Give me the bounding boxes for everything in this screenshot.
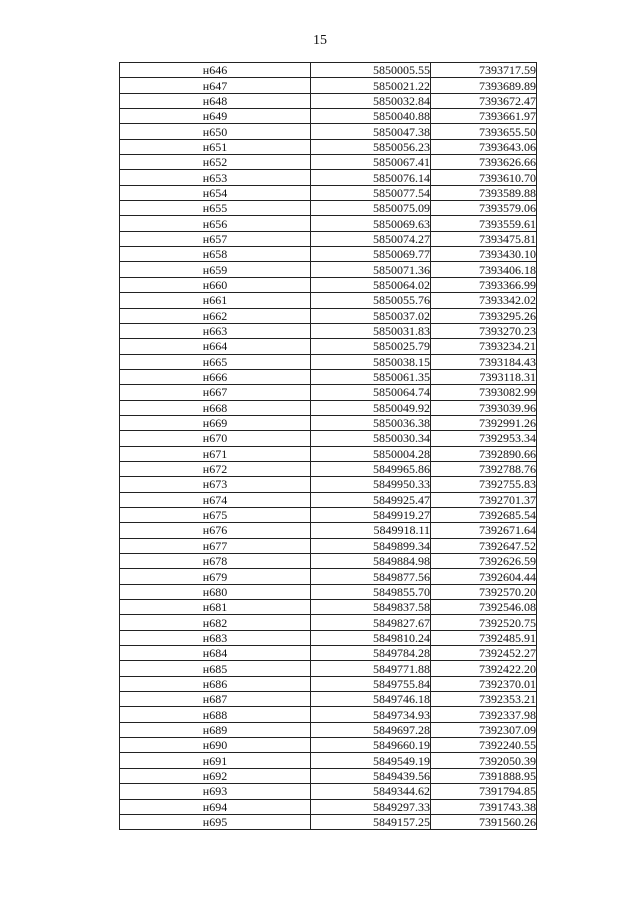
point-id-cell: н677	[120, 538, 311, 553]
y-coordinate-cell: 7392788.76	[431, 461, 537, 476]
point-id-cell: н670	[120, 431, 311, 446]
point-id-cell: н649	[120, 109, 311, 124]
y-coordinate-cell: 7393610.70	[431, 170, 537, 185]
table-row	[120, 538, 537, 553]
y-coordinate-cell: 7391743.38	[431, 799, 537, 814]
x-coordinate-cell: 5849755.84	[311, 676, 431, 691]
point-id-cell: н653	[120, 170, 311, 185]
table-row	[120, 722, 537, 737]
point-id-cell: н671	[120, 446, 311, 461]
x-coordinate-cell: 5850049.92	[311, 400, 431, 415]
x-coordinate-cell: 5849439.56	[311, 768, 431, 783]
table-row	[120, 507, 537, 522]
x-coordinate-cell: 5850069.77	[311, 247, 431, 262]
point-id-cell: н667	[120, 385, 311, 400]
x-coordinate-cell: 5849950.33	[311, 477, 431, 492]
y-coordinate-cell: 7392755.83	[431, 477, 537, 492]
y-coordinate-cell: 7393643.06	[431, 139, 537, 154]
point-id-cell: н662	[120, 308, 311, 323]
table-row	[120, 201, 537, 216]
x-coordinate-cell: 5849855.70	[311, 584, 431, 599]
point-id-cell: н659	[120, 262, 311, 277]
x-coordinate-cell: 5850075.09	[311, 201, 431, 216]
y-coordinate-cell: 7392452.27	[431, 646, 537, 661]
point-id-cell: н664	[120, 339, 311, 354]
x-coordinate-cell: 5849734.93	[311, 707, 431, 722]
point-id-cell: н690	[120, 738, 311, 753]
y-coordinate-cell: 7391888.95	[431, 768, 537, 783]
table-row	[120, 630, 537, 645]
table-row	[120, 600, 537, 615]
table-row	[120, 139, 537, 154]
x-coordinate-cell: 5850004.28	[311, 446, 431, 461]
point-id-cell: н681	[120, 600, 311, 615]
y-coordinate-cell: 7393717.59	[431, 63, 537, 78]
x-coordinate-cell: 5849549.19	[311, 753, 431, 768]
table-row	[120, 277, 537, 292]
table-row	[120, 109, 537, 124]
table-row	[120, 431, 537, 446]
y-coordinate-cell: 7393475.81	[431, 231, 537, 246]
point-id-cell: н666	[120, 369, 311, 384]
table-row	[120, 308, 537, 323]
point-id-cell: н693	[120, 784, 311, 799]
x-coordinate-cell: 5850076.14	[311, 170, 431, 185]
table-row	[120, 615, 537, 630]
x-coordinate-cell: 5849344.62	[311, 784, 431, 799]
x-coordinate-cell: 5850038.15	[311, 354, 431, 369]
x-coordinate-cell: 5849157.25	[311, 814, 431, 829]
x-coordinate-cell: 5850064.74	[311, 385, 431, 400]
y-coordinate-cell: 7393689.89	[431, 78, 537, 93]
x-coordinate-cell: 5850074.27	[311, 231, 431, 246]
point-id-cell: н660	[120, 277, 311, 292]
y-coordinate-cell: 7393118.31	[431, 369, 537, 384]
x-coordinate-cell: 5849810.24	[311, 630, 431, 645]
y-coordinate-cell: 7393559.61	[431, 216, 537, 231]
y-coordinate-cell: 7392422.20	[431, 661, 537, 676]
point-id-cell: н683	[120, 630, 311, 645]
point-id-cell: н656	[120, 216, 311, 231]
table-row	[120, 477, 537, 492]
table-row	[120, 814, 537, 829]
y-coordinate-cell: 7392626.59	[431, 554, 537, 569]
x-coordinate-cell: 5850032.84	[311, 93, 431, 108]
point-id-cell: н663	[120, 323, 311, 338]
y-coordinate-cell: 7392353.21	[431, 692, 537, 707]
table-row	[120, 247, 537, 262]
x-coordinate-cell: 5849837.58	[311, 600, 431, 615]
table-row	[120, 738, 537, 753]
x-coordinate-cell: 5849771.88	[311, 661, 431, 676]
y-coordinate-cell: 7393626.66	[431, 155, 537, 170]
point-id-cell: н650	[120, 124, 311, 139]
point-id-cell: н651	[120, 139, 311, 154]
y-coordinate-cell: 7393579.06	[431, 201, 537, 216]
table-row	[120, 446, 537, 461]
x-coordinate-cell: 5849297.33	[311, 799, 431, 814]
x-coordinate-cell: 5850036.38	[311, 415, 431, 430]
y-coordinate-cell: 7392570.20	[431, 584, 537, 599]
page-number: 15	[313, 33, 327, 48]
table-row	[120, 170, 537, 185]
x-coordinate-cell: 5849918.11	[311, 523, 431, 538]
point-id-cell: н678	[120, 554, 311, 569]
y-coordinate-cell: 7392546.08	[431, 600, 537, 615]
table-row	[120, 492, 537, 507]
table-row	[120, 799, 537, 814]
table-row	[120, 385, 537, 400]
y-coordinate-cell: 7392701.37	[431, 492, 537, 507]
y-coordinate-cell: 7393655.50	[431, 124, 537, 139]
x-coordinate-cell: 5850077.54	[311, 185, 431, 200]
y-coordinate-cell: 7393342.02	[431, 293, 537, 308]
y-coordinate-cell: 7392685.54	[431, 507, 537, 522]
y-coordinate-cell: 7393184.43	[431, 354, 537, 369]
y-coordinate-cell: 7393295.26	[431, 308, 537, 323]
table-row	[120, 768, 537, 783]
point-id-cell: н669	[120, 415, 311, 430]
table-row	[120, 124, 537, 139]
y-coordinate-cell: 7392520.75	[431, 615, 537, 630]
point-id-cell: н668	[120, 400, 311, 415]
y-coordinate-cell: 7392240.55	[431, 738, 537, 753]
point-id-cell: н665	[120, 354, 311, 369]
table-row	[120, 554, 537, 569]
point-id-cell: н675	[120, 507, 311, 522]
table-row	[120, 231, 537, 246]
y-coordinate-cell: 7392050.39	[431, 753, 537, 768]
point-id-cell: н676	[120, 523, 311, 538]
table-row	[120, 692, 537, 707]
x-coordinate-cell: 5849899.34	[311, 538, 431, 553]
table-row	[120, 584, 537, 599]
table-row	[120, 415, 537, 430]
y-coordinate-cell: 7392604.44	[431, 569, 537, 584]
y-coordinate-cell: 7392337.98	[431, 707, 537, 722]
x-coordinate-cell: 5849925.47	[311, 492, 431, 507]
y-coordinate-cell: 7393082.99	[431, 385, 537, 400]
table-row	[120, 676, 537, 691]
coordinates-table	[119, 62, 537, 830]
point-id-cell: н654	[120, 185, 311, 200]
x-coordinate-cell: 5849697.28	[311, 722, 431, 737]
x-coordinate-cell: 5850030.34	[311, 431, 431, 446]
x-coordinate-cell: 5850031.83	[311, 323, 431, 338]
point-id-cell: н680	[120, 584, 311, 599]
y-coordinate-cell: 7392890.66	[431, 446, 537, 461]
point-id-cell: н689	[120, 722, 311, 737]
point-id-cell: н685	[120, 661, 311, 676]
table-row	[120, 93, 537, 108]
coordinates-table-body	[120, 63, 537, 830]
x-coordinate-cell: 5849784.28	[311, 646, 431, 661]
x-coordinate-cell: 5850055.76	[311, 293, 431, 308]
point-id-cell: н655	[120, 201, 311, 216]
y-coordinate-cell: 7393039.96	[431, 400, 537, 415]
y-coordinate-cell: 7392953.34	[431, 431, 537, 446]
table-row	[120, 461, 537, 476]
point-id-cell: н673	[120, 477, 311, 492]
point-id-cell: н688	[120, 707, 311, 722]
point-id-cell: н661	[120, 293, 311, 308]
point-id-cell: н695	[120, 814, 311, 829]
y-coordinate-cell: 7391794.85	[431, 784, 537, 799]
y-coordinate-cell: 7393406.18	[431, 262, 537, 277]
x-coordinate-cell: 5849827.67	[311, 615, 431, 630]
y-coordinate-cell: 7392991.26	[431, 415, 537, 430]
table-row	[120, 784, 537, 799]
y-coordinate-cell: 7391560.26	[431, 814, 537, 829]
x-coordinate-cell: 5849919.27	[311, 507, 431, 522]
table-row	[120, 63, 537, 78]
x-coordinate-cell: 5850071.36	[311, 262, 431, 277]
table-row	[120, 707, 537, 722]
point-id-cell: н682	[120, 615, 311, 630]
point-id-cell: н646	[120, 63, 311, 78]
point-id-cell: н692	[120, 768, 311, 783]
y-coordinate-cell: 7392307.09	[431, 722, 537, 737]
x-coordinate-cell: 5849660.19	[311, 738, 431, 753]
x-coordinate-cell: 5849965.86	[311, 461, 431, 476]
x-coordinate-cell: 5850005.55	[311, 63, 431, 78]
table-row	[120, 400, 537, 415]
y-coordinate-cell: 7393589.88	[431, 185, 537, 200]
y-coordinate-cell: 7393270.23	[431, 323, 537, 338]
x-coordinate-cell: 5850069.63	[311, 216, 431, 231]
point-id-cell: н686	[120, 676, 311, 691]
table-row	[120, 293, 537, 308]
x-coordinate-cell: 5850047.38	[311, 124, 431, 139]
table-row	[120, 523, 537, 538]
y-coordinate-cell: 7392370.01	[431, 676, 537, 691]
table-row	[120, 369, 537, 384]
x-coordinate-cell: 5849877.56	[311, 569, 431, 584]
point-id-cell: н687	[120, 692, 311, 707]
point-id-cell: н647	[120, 78, 311, 93]
point-id-cell: н657	[120, 231, 311, 246]
x-coordinate-cell: 5849746.18	[311, 692, 431, 707]
x-coordinate-cell: 5850040.88	[311, 109, 431, 124]
y-coordinate-cell: 7392647.52	[431, 538, 537, 553]
x-coordinate-cell: 5850061.35	[311, 369, 431, 384]
point-id-cell: н672	[120, 461, 311, 476]
point-id-cell: н679	[120, 569, 311, 584]
table-row	[120, 78, 537, 93]
table-row	[120, 661, 537, 676]
point-id-cell: н684	[120, 646, 311, 661]
point-id-cell: н648	[120, 93, 311, 108]
x-coordinate-cell: 5850056.23	[311, 139, 431, 154]
point-id-cell: н652	[120, 155, 311, 170]
table-row	[120, 323, 537, 338]
table-row	[120, 185, 537, 200]
x-coordinate-cell: 5850037.02	[311, 308, 431, 323]
x-coordinate-cell: 5850067.41	[311, 155, 431, 170]
y-coordinate-cell: 7393430.10	[431, 247, 537, 262]
table-row	[120, 569, 537, 584]
x-coordinate-cell: 5850021.22	[311, 78, 431, 93]
x-coordinate-cell: 5850025.79	[311, 339, 431, 354]
y-coordinate-cell: 7393661.97	[431, 109, 537, 124]
y-coordinate-cell: 7392671.64	[431, 523, 537, 538]
y-coordinate-cell: 7393672.47	[431, 93, 537, 108]
x-coordinate-cell: 5849884.98	[311, 554, 431, 569]
table-row	[120, 262, 537, 277]
y-coordinate-cell: 7393366.99	[431, 277, 537, 292]
y-coordinate-cell: 7392485.91	[431, 630, 537, 645]
point-id-cell: н694	[120, 799, 311, 814]
table-row	[120, 155, 537, 170]
table-row	[120, 646, 537, 661]
point-id-cell: н674	[120, 492, 311, 507]
table-row	[120, 354, 537, 369]
table-row	[120, 339, 537, 354]
point-id-cell: н691	[120, 753, 311, 768]
table-row	[120, 753, 537, 768]
x-coordinate-cell: 5850064.02	[311, 277, 431, 292]
table-row	[120, 216, 537, 231]
point-id-cell: н658	[120, 247, 311, 262]
y-coordinate-cell: 7393234.21	[431, 339, 537, 354]
